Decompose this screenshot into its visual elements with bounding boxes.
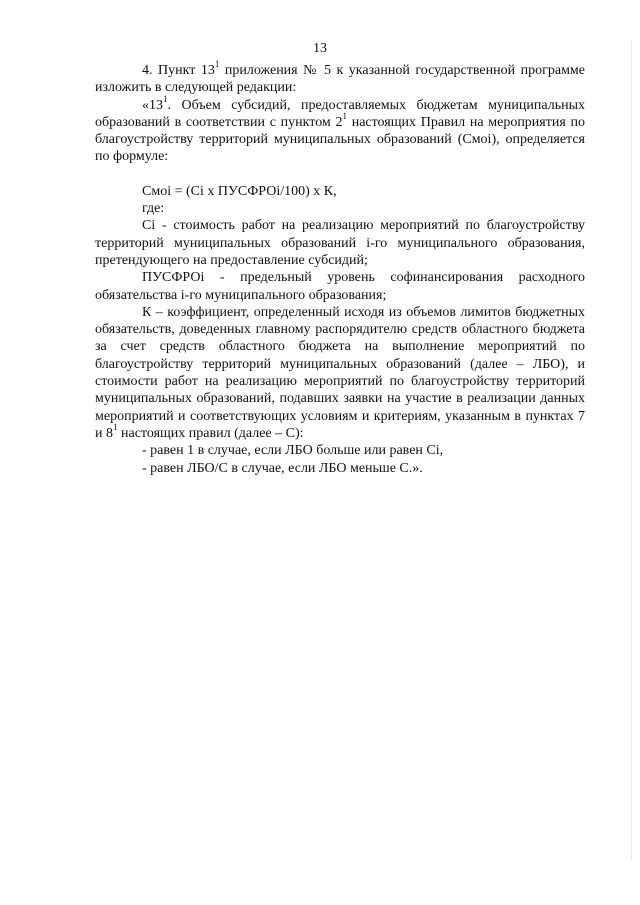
p2-suffix: настоящих Правил на мероприятия по благоустройству территорий муниципальных образований (Смоi), определяется по формуле: <box>95 114 585 165</box>
def-k-suffix: настоящих правил (далее – С): <box>117 425 304 441</box>
coefficient-case-2: - равен ЛБО/С в случае, если ЛБО меньше С.». <box>142 460 423 476</box>
p2-superscript-2: 1 <box>342 111 347 122</box>
def-k-prefix: К – коэффициент, определенный исходя из объемов лимитов бюджетных обязательств, доведенных главному распорядителю средств областного бюджета за счет средств областного бюджета на выполнение мероприятий по благоустройству территорий муниципальных образований (далее – ЛБО), и стоимости работ на реализацию мероприятий по благоустройству территорий муниципальных образований, подавших заявки на участие в реализации данных мероприятий и соответствующих условиям и критериям, указанным в пунктах 7 и 8 <box>95 304 585 441</box>
definition-ci: Ci - стоимость работ на реализацию мероприятий по благоустройству территорий муниципальных образований i-го муниципального образования, претендующего на предоставление субсидий; <box>95 218 585 268</box>
p1-suffix: приложения № 5 к указанной государственной программе изложить в следующей редакции: <box>95 63 585 96</box>
formula-where-label: где: <box>142 201 165 217</box>
p1-prefix: 4. Пункт 13 <box>142 63 215 78</box>
def-k-superscript: 1 <box>113 422 118 433</box>
p2-middle: . Объем субсидий, предоставляемых бюджетам муниципальных образований в соответствии с пунктом 2 <box>95 97 585 130</box>
coefficient-case-1: - равен 1 в случае, если ЛБО больше или равен Ci, <box>142 443 444 459</box>
p1-superscript: 1 <box>214 59 220 70</box>
definition-k <box>95 304 585 442</box>
definition-pusfro: ПУСФРОi - предельный уровень софинансирования расходного обязательства i-го муниципального образования; <box>95 270 585 303</box>
scan-edge <box>631 40 632 860</box>
subsidy-formula: Смоi = (Ci х ПУСФРОi/100) х К, <box>142 183 337 199</box>
document-body <box>95 59 585 477</box>
paragraph-item-4 <box>95 59 585 97</box>
paragraph-point-13-1 <box>95 93 585 166</box>
page-number: 13 <box>313 41 327 56</box>
p2-superscript-1: 1 <box>163 93 168 104</box>
p2-prefix: «13 <box>142 97 163 113</box>
